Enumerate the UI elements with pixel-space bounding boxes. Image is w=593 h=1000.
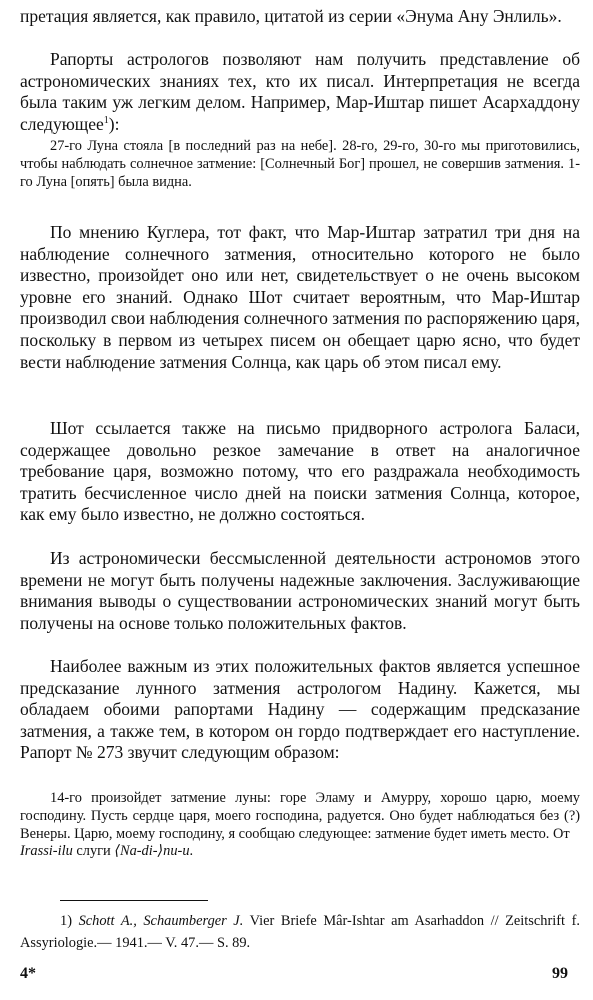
paragraph-schott-balasi: Шот ссылается также на письмо придворного астролога Баласи, содержащее довольно резкое замечание в ответ на аналогичное требование царя, возможно потому, что его раздражала необходимость тратить бесчисленное число дней на поиски затмения Солнца, которое, как ему было известно, не должно состояться. — [20, 418, 580, 525]
quote-report-273-signer: ⟨Na-di-⟩nu-u — [114, 843, 190, 860]
footnote-marker: 1 — [60, 913, 68, 929]
paragraph-reports — [20, 49, 580, 135]
paragraph-nadinu: Наиболее важным из этих положительных фактов является успешное предсказание лунного затмения астрологом Надину. Кажется, мы обладаем обоими рапортами Надину — содержащим предсказание затмения, а также тем, в котором он гордо подтверждает его наступление. Рапорт № 273 звучит следующим образом: — [20, 656, 580, 763]
paragraph-conclusions: Из астрономически бессмысленной деятельности астрономов этого времени не могут быть получены надежные заключения. Заслуживающие внимания выводы о существовании астрономических знаний могут быть получены на основе только положительных фактов. — [20, 548, 580, 633]
quote-report-273-name: Irassi-ilu — [20, 843, 73, 860]
quote-report-273-end: . — [189, 843, 194, 860]
paragraph-reports-end: ): — [108, 113, 120, 134]
quote-report-273 — [20, 790, 580, 861]
footnote-text: Vier Briefe Mâr-Ishtar am Asarhaddon // Zeitschrift f. Assyriologie.— 1941.— V. 47.— S. 89. — [20, 913, 580, 951]
page-number: 99 — [552, 965, 568, 982]
footnote-marker-close: ) — [67, 913, 72, 929]
paragraph-continuation: претация является, как правило, цитатой из серии «Энума Ану Энлиль». — [20, 6, 562, 26]
footnote — [20, 910, 580, 954]
paragraph-kugler: По мнению Куглера, тот факт, что Мар-Иштар затратил три дня на наблюдение солнечного затмения, относительно которого не было известно, произойдет оно или нет, свидетельствует о не очень высоком уровне его знаний. Однако Шот считает вероятным, что Мар-Иштар производил свои наблюдения солнечного затмения по распоряжению царя, поскольку в первом из четырех писем он обещает царю ясно, что будет вести наблюдение затмения Солнца, как царь об этом писал ему. — [20, 222, 580, 372]
footnote-authors: Schott A., Schaumberger J. — [78, 913, 244, 929]
signature-mark: 4* — [20, 965, 36, 982]
quote-report-273-text: 14-го произойдет затмение луны: горе Эламу и Амурру, хорошо царю, моему господину. Пусть сердце царя, моего господина, радуется. Оно будет наблюдаться без (?) Венеры. Царю, моему господину, я сообщаю следующее: затмение будет иметь место. От — [20, 790, 580, 842]
footnote-reference: 1 — [103, 114, 109, 126]
quote-mar-ishtar: 27-го Луна стояла [в последний раз на небе]. 28-го, 29-го, 30-го мы приготовились, чтобы наблюдать солнечное затмение: [Солнечный Бог] прошел, не совершив затмения. 1-го Луна [опять] была видна. — [20, 138, 580, 190]
quote-report-273-mid: слуги — [72, 843, 115, 860]
footnote-divider — [60, 900, 208, 901]
paragraph-reports-text: Рапорты астрологов позволяют нам получить представление об астрономических знаниях тех, кто их писал. Интерпретация не всегда была таким уж легким делом. Например, Мар-Иштар пишет Асархаддону следующее — [20, 49, 580, 134]
